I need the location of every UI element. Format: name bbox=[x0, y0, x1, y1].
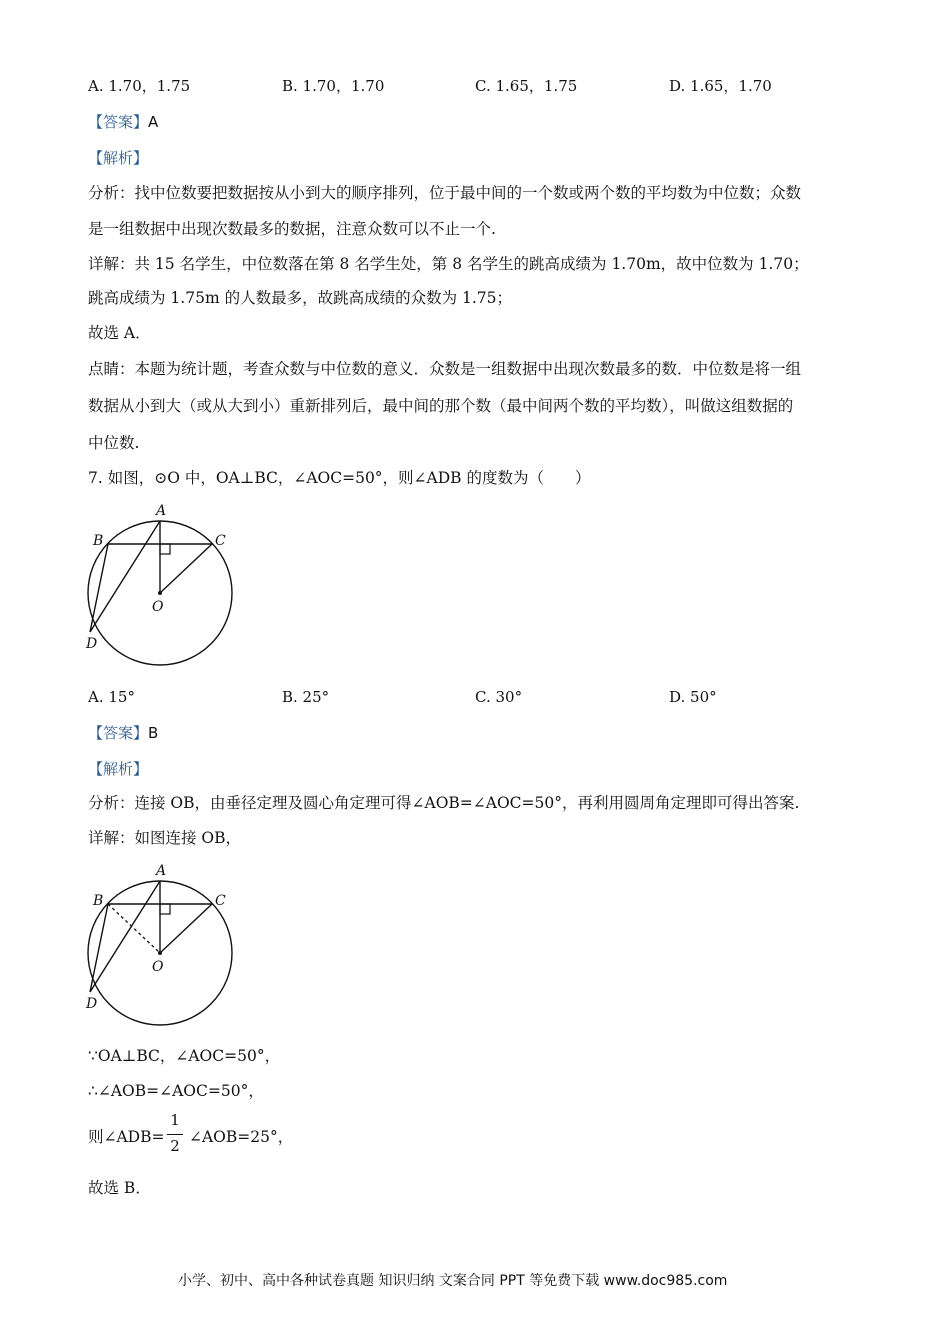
segment-oc bbox=[160, 904, 212, 953]
q7-option-b: B. 25° bbox=[282, 688, 330, 706]
q7-detail: 详解：如图连接 OB， bbox=[88, 829, 242, 847]
q6-option-a: A. 1.70，1.75 bbox=[88, 77, 191, 95]
label-b: B bbox=[93, 893, 104, 909]
label-o: O bbox=[152, 959, 164, 975]
label-d: D bbox=[86, 636, 98, 652]
center-dot bbox=[158, 951, 162, 955]
q6-comment-line1: 点睛：本题为统计题，考查众数与中位数的意义．众数是一组数据中出现次数最多的数．中位数是将一组 bbox=[88, 360, 802, 378]
segment-oc bbox=[160, 544, 212, 593]
answer-value: A bbox=[148, 113, 159, 131]
q7-question: 7. 如图，⊙O 中，OA⊥BC，∠AOC=50°，则∠ADB 的度数为（ ） bbox=[88, 469, 591, 487]
q7-choose: 故选 B． bbox=[88, 1179, 151, 1197]
fraction-numerator: 1 bbox=[170, 1111, 180, 1129]
label-c: C bbox=[215, 893, 226, 909]
q6-analysis-tag: 【解析】 bbox=[88, 149, 149, 167]
q7-option-a: A. 15° bbox=[88, 688, 135, 706]
q7-answer bbox=[88, 722, 158, 743]
q7-step2: ∴∠AOB=∠AOC=50°， bbox=[88, 1082, 264, 1100]
label-a: A bbox=[156, 503, 167, 519]
page-footer: 小学、初中、高中各种试卷真题 知识归纳 文案合同 PPT 等免费下载 www.doc985.com bbox=[178, 1273, 728, 1289]
q6-analysis-line1: 分析：找中位数要把数据按从小到大的顺序排列，位于最中间的一个数或两个数的平均数为中位数；众数 bbox=[88, 184, 802, 202]
q6-option-c: C. 1.65，1.75 bbox=[475, 77, 578, 95]
q6-comment-line3: 中位数. bbox=[88, 434, 140, 452]
q7-step3-prefix: 则∠ADB= bbox=[88, 1128, 165, 1146]
q6-analysis-line2: 是一组数据中出现次数最多的数据，注意众数可以不止一个. bbox=[88, 220, 496, 238]
q7-option-d: D. 50° bbox=[669, 688, 717, 706]
q6-detail-line2: 跳高成绩为 1.75m 的人数最多，故跳高成绩的众数为 1.75； bbox=[88, 289, 513, 307]
label-a: A bbox=[156, 863, 167, 879]
q7-figure-circle bbox=[80, 498, 245, 670]
q6-detail-line1: 详解：共 15 名学生，中位数落在第 8 名学生处，第 8 名学生的跳高成绩为 1.70m，故中位数为 1.70； bbox=[88, 255, 809, 273]
q6-comment-line2: 数据从小到大（或从大到小）重新排列后，最中间的那个数（最中间两个数的平均数），叫做这组数据的 bbox=[88, 397, 794, 415]
q7-option-c: C. 30° bbox=[475, 688, 523, 706]
answer-tag: 【答案】 bbox=[88, 724, 149, 742]
segment-ob-dashed bbox=[108, 904, 160, 953]
q7-step3-suffix: ∠AOB=25°， bbox=[189, 1128, 294, 1146]
q7-step1: ∵OA⊥BC，∠AOC=50°， bbox=[88, 1047, 281, 1065]
q6-option-d: D. 1.65，1.70 bbox=[669, 77, 772, 95]
center-dot bbox=[158, 591, 162, 595]
label-o: O bbox=[152, 599, 164, 615]
q6-option-b: B. 1.70，1.70 bbox=[282, 77, 385, 95]
label-c: C bbox=[215, 533, 226, 549]
fraction-denominator: 2 bbox=[170, 1137, 180, 1155]
q7-analysis: 分析：连接 OB，由垂径定理及圆心角定理可得∠AOB=∠AOC=50°，再利用圆周角定理即可得出答案. bbox=[88, 794, 800, 812]
q7-solution-figure bbox=[80, 858, 245, 1030]
fraction-bar bbox=[167, 1134, 183, 1135]
answer-value: B bbox=[148, 724, 159, 742]
q7-analysis-tag: 【解析】 bbox=[88, 760, 149, 778]
right-angle-mark bbox=[160, 904, 170, 914]
q6-choose: 故选 A． bbox=[88, 324, 151, 342]
right-angle-mark bbox=[160, 544, 170, 554]
q6-answer bbox=[88, 111, 158, 132]
answer-tag: 【答案】 bbox=[88, 113, 149, 131]
label-d: D bbox=[86, 996, 98, 1012]
label-b: B bbox=[93, 533, 104, 549]
